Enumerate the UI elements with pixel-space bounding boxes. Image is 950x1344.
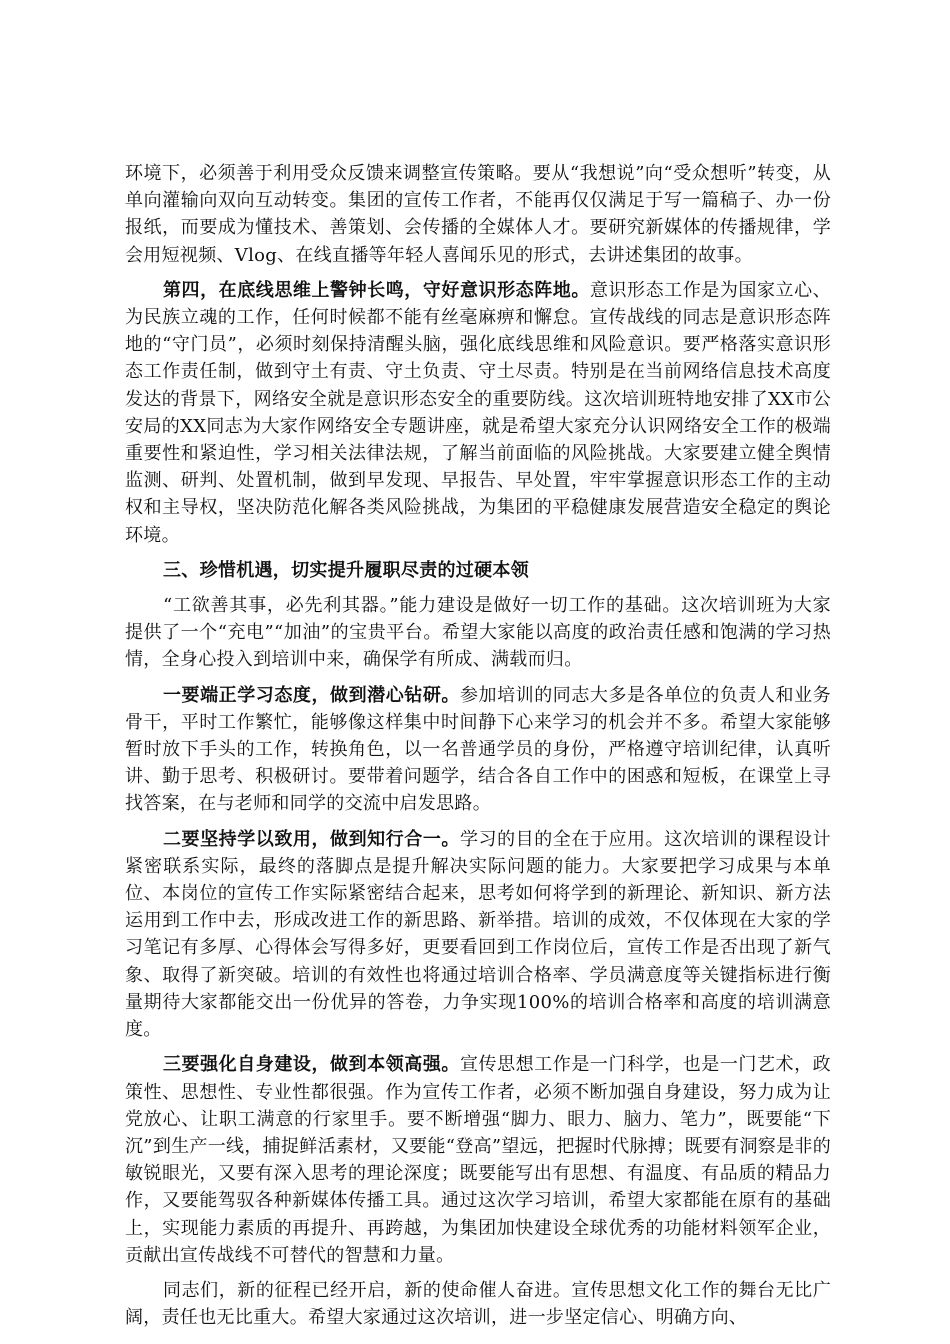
paragraph-continuation [125,160,831,269]
paragraph-point-three [125,1051,831,1269]
paragraph-lead: 二要坚持学以致用，做到知行合一。 [163,828,460,850]
paragraph-text: 意识形态工作是为国家立心、为民族立魂的工作，任何时候都不能有丝毫麻痹和懈怠。宣传战线的同志是意识形态阵地的“守门员”，必须时刻保持清醒头脑，强化底线思维和风险意识。要严格落实意识形态工作责任制，做到守土有责、守土负责、守土尽责。特别是在当前网络信息技术高度发达的背景下，网络安全就是意识形态安全的重要防线。这次培训班特地安排了XX市公安局的XX同志为大家作网络安全专题讲座，就是希望大家充分认识网络安全工作的极端重要性和紧迫性，学习相关法律法规，了解当前面临的风险挑战。大家要建立健全舆情监测、研判、处置机制，做到早发现、早报告、早处置，牢牢掌握意识形态工作的主动权和主导权，坚决防范化解各类风险挑战，为集团的平稳健康发展营造安全稳定的舆论环境。 [125,279,831,546]
paragraph-point-two [125,826,831,1044]
paragraph-text: 环境下，必须善于利用受众反馈来调整宣传策略。要从“我想说”向“受众想听”转变，从单向灌输向双向互动转变。集团的宣传工作者，不能再仅仅满足于写一篇稿子、办一份报纸，而要成为懂技术、善策划、会传播的全媒体人才。要研究新媒体的传播规律，学会用短视频、Vlog、在线直播等年轻人喜闻乐见的形式，去讲述集团的故事。 [125,163,831,266]
paragraph-point-one [125,682,831,818]
paragraph-text: 同志们，新的征程已经开启，新的使命催人奋进。宣传思想文化工作的舞台无比广阔，责任也无比重大。希望大家通过这次培训，进一步坚定信心、明确方向、 [125,1279,831,1329]
document-page [125,160,831,1339]
paragraph-lead: 第四，在底线思维上警钟长鸣，守好意识形态阵地。 [163,279,590,301]
section-heading: 三、珍惜机遇，切实提升履职尽责的过硬本领 [163,559,529,581]
paragraph-lead: 三要强化自身建设，做到本领高强。 [163,1054,460,1076]
paragraph-text: 参加培训的同志大多是各单位的负责人和业务骨干，平时工作繁忙，能够像这样集中时间静下心来学习的机会并不多。希望大家能够暂时放下手头的工作，转换角色，以一名普通学员的身份，严格遵守培训纪律，认真听讲、勤于思考、积极研讨。要带着问题学，结合各自工作中的困惑和短板，在课堂上寻找答案，在与老师和同学的交流中启发思路。 [125,684,831,815]
paragraph-lead: 一要端正学习态度，做到潜心钻研。 [163,684,460,706]
paragraph-intro [125,592,831,674]
paragraph-closing [125,1277,831,1331]
paragraph-text: 宣传思想工作是一门科学，也是一门艺术，政策性、思想性、专业性都很强。作为宣传工作者，必须不断加强自身建设，努力成为让党放心、让职工满意的行家里手。要不断增强“脚力、眼力、脑力、笔力”，既要能“下沉”到生产一线，捕捉鲜活素材，又要能“登高”望远，把握时代脉搏；既要有洞察是非的敏锐眼光，又要有深入思考的理论深度；既要能写出有思想、有温度、有品质的精品力作，又要能驾驭各种新媒体传播工具。通过这次学习培训，希望大家都能在原有的基础上，实现能力素质的再提升、再跨越，为集团加快建设全球优秀的功能材料领军企业，贡献出宣传战线不可替代的智慧和力量。 [125,1054,831,1266]
paragraph-text: “工欲善其事，必先利其器。”能力建设是做好一切工作的基础。这次培训班为大家提供了一个“充电”“加油”的宝贵平台。希望大家能以高度的政治责任感和饱满的学习热情，全身心投入到培训中来，确保学有所成、满载而归。 [125,595,831,671]
paragraph-point-four [125,277,831,549]
paragraph-text: 学习的目的全在于应用。这次培训的课程设计紧密联系实际，最终的落脚点是提升解决实际问题的能力。大家要把学习成果与本单位、本岗位的宣传工作实际紧密结合起来，思考如何将学到的新理论、新知识、新方法运用到工作中去，形成改进工作的新思路、新举措。培训的成效，不仅体现在大家的学习笔记有多厚、心得体会写得多好，更要看回到工作岗位后，宣传工作是否出现了新气象、取得了新突破。培训的有效性也将通过培训合格率、学员满意度等关键指标进行衡量期待大家都能交出一份优异的答卷，力争实现100%的培训合格率和高度的培训满意度。 [125,828,831,1041]
